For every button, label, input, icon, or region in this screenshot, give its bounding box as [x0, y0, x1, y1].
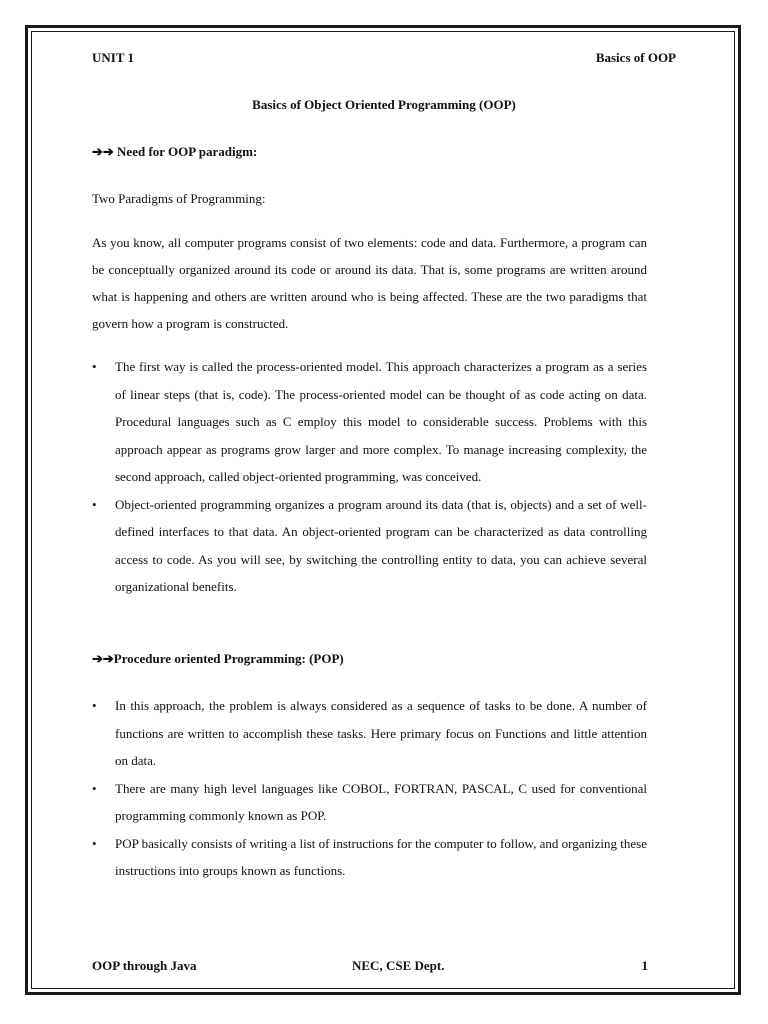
- header-unit: UNIT 1: [92, 50, 135, 65]
- list-item-text: There are many high level languages like COBOL, FORTRAN, PASCAL, C used for conventional programming commonly known as POP.: [115, 780, 647, 823]
- page-number: 1: [641, 958, 648, 973]
- list-item: [92, 692, 647, 775]
- bullet-icon: •: [92, 835, 97, 851]
- list-item: [92, 491, 647, 601]
- bullet-icon: •: [92, 496, 97, 512]
- list-item-text: Object-oriented programming organizes a program around its data (that is, objects) and a set of well-defined interfaces to that data. An object-oriented program can be characterized as data controlling access to code. As you will see, by switching the controlling entity to data, you can achieve several organizational benefits.: [115, 496, 647, 594]
- bullet-icon: •: [92, 359, 97, 374]
- paragraph-intro: As you know, all computer programs consist of two elements: code and data. Furthermore, a program can be conceptually organized around its code or around its data. That is, some programs are written around what is happening and others are written around who is being affected. These are the two paradigms that govern how a program is constructed.: [92, 235, 647, 331]
- section-heading-need-for-oop: ➔➔ Need for OOP paradigm:: [92, 144, 258, 159]
- section-heading-pop: ➔➔Procedure oriented Programming: (POP): [92, 651, 344, 666]
- bullet-icon: •: [92, 780, 97, 796]
- list-item: [92, 775, 647, 830]
- bullet-icon: •: [92, 698, 97, 713]
- list-item: [92, 353, 647, 491]
- bullet-list-paradigms: [92, 353, 647, 601]
- header-topic: Basics of OOP: [595, 50, 676, 65]
- footer-department: NEC, CSE Dept.: [352, 958, 445, 973]
- bullet-list-pop: [92, 692, 647, 885]
- list-item-text: In this approach, the problem is always considered as a sequence of tasks to be done. A number of functions are written to accomplish these tasks. Here primary focus on Functions and little attention on data.: [115, 698, 647, 768]
- subheading-two-paradigms: Two Paradigms of Programming:: [92, 191, 266, 206]
- list-item-text: POP basically consists of writing a list of instructions for the computer to follow, and organizing these instructions into groups known as functions.: [115, 835, 647, 878]
- document-title: Basics of Object Oriented Programming (OOP): [252, 97, 516, 112]
- list-item: [92, 830, 647, 885]
- footer-course: OOP through Java: [92, 958, 197, 973]
- list-item-text: The first way is called the process-oriented model. This approach characterizes a program as a series of linear steps (that is, code). The process-oriented model can be thought of as code acting on data. Procedural languages such as C employ this model to considerable success. Problems with this approach appear as programs grow larger and more complex. To manage increasing complexity, the second approach, called object-oriented programming, was conceived.: [115, 359, 647, 484]
- page-header: [92, 50, 676, 66]
